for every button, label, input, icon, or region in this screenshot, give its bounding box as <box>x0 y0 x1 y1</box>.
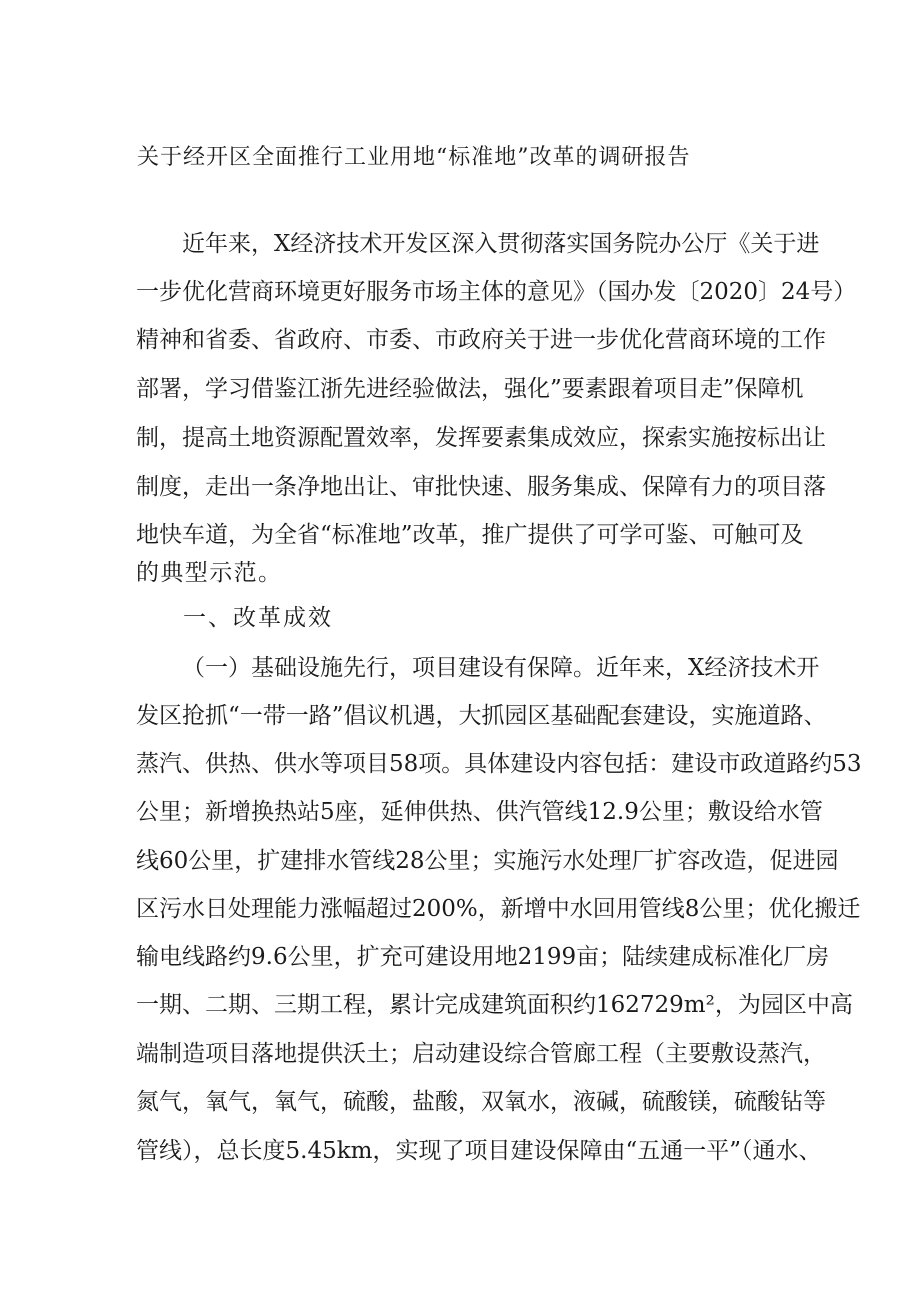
document-title: 关于经开区全面推行工业用地“标准地”改革的调研报告 <box>137 145 691 170</box>
body-line: 线60公里，扩建排水管线28公里；实施污水处理厂扩容改造，促进园 <box>136 848 839 874</box>
intro-line: 制度，走出一条净地出让、审批快速、服务集成、保障有力的项目落 <box>136 474 826 500</box>
body-line: 氮气，氧气，氧气，硫酸，盐酸，双氧水，液碱，硫酸镁，硫酸钻等 <box>136 1089 826 1115</box>
intro-line: 制，提高土地资源配置效率，发挥要素集成效应，探索实施按标出让 <box>136 425 826 451</box>
body-line: 蒸汽、供热、供水等项目58项。具体建设内容包括：建设市政道路约53 <box>136 751 862 777</box>
intro-line: 精神和省委、省政府、市委、市政府关于进一步优化营商环境的工作 <box>136 327 826 353</box>
body-line: 发区抢抓“一带一路”倡议机遇，大抓园区基础配套建设，实施道路、 <box>136 703 827 729</box>
intro-line: 部署，学习借鉴江浙先进经验做法，强化”要素跟着项目走”保障机 <box>136 376 804 402</box>
body-line: （一）基础设施先行，项目建设有保障。近年来，X经济技术开 <box>182 655 820 681</box>
body-line: 区污水日处理能力涨幅超过200%，新增中水回用管线8公里；优化搬迁 <box>136 896 861 922</box>
intro-line: 地快车道，为全省“标准地”改革，推广提供了可学可鉴、可触可及 <box>136 522 804 548</box>
intro-line: 的典型示范。 <box>136 560 283 586</box>
body-line: 一期、二期、三期工程，累计完成建筑面积约162729m²，为园区中高 <box>136 992 853 1018</box>
body-line: 公里；新增换热站5座，延伸供热、供汽管线12.9公里；敷设给水管 <box>136 799 823 825</box>
intro-line: 一步优化营商环境更好服务市场主体的意见》（国办发〔2020〕24号） <box>136 279 857 305</box>
body-line: 输电线路约9.6公里，扩充可建设用地2199亩；陆续建成标准化厂房 <box>136 944 830 970</box>
body-line: 端制造项目落地提供沃土；启动建设综合管廊工程（主要敷设蒸汽， <box>136 1041 826 1067</box>
section-heading: 一、改革成效 <box>183 605 333 631</box>
body-line: 管线），总长度5.45km，实现了项目建设保障由“五通一平”（通水、 <box>136 1138 822 1164</box>
intro-line: 近年来，X经济技术开发区深入贯彻落实国务院办公厅《关于进 <box>182 231 820 257</box>
